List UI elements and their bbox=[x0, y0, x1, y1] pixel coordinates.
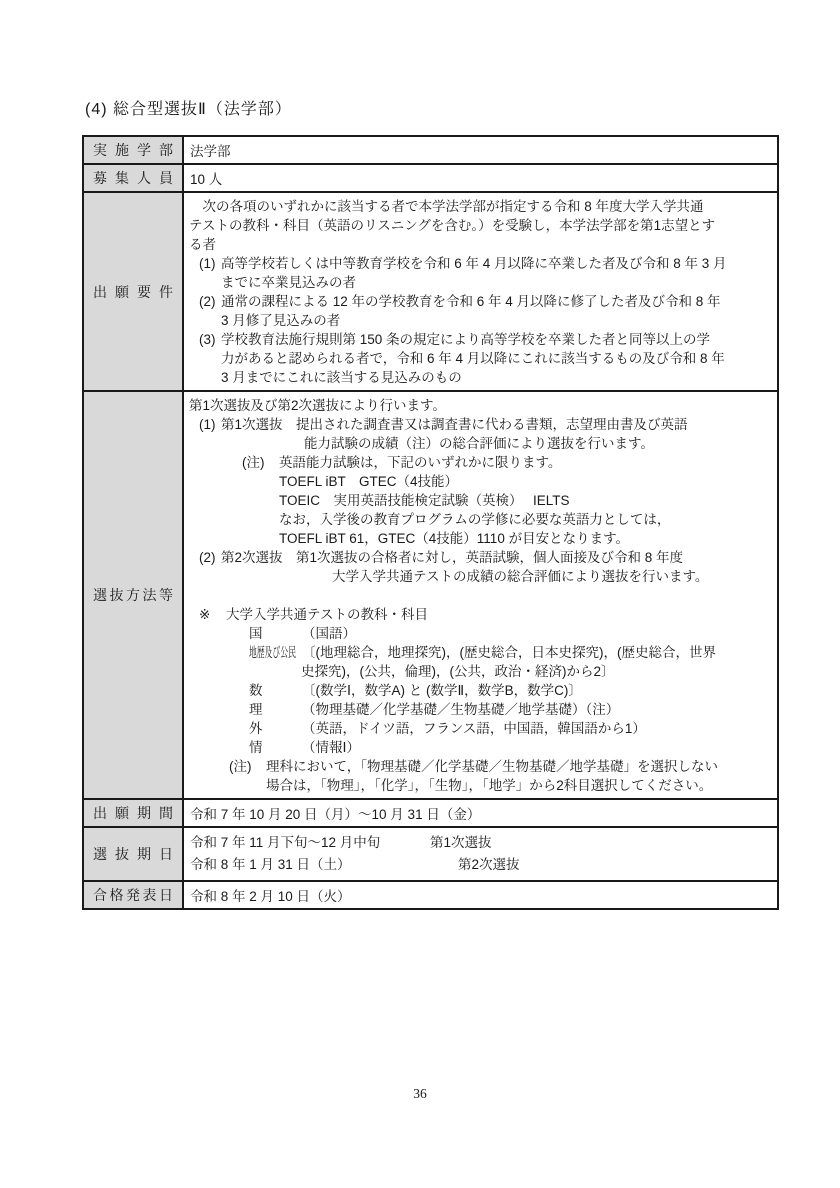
line-marker: (2) bbox=[199, 294, 216, 309]
row-content bbox=[184, 392, 777, 798]
line-text: 力があると認められる者で，令和 6 年 4 月以降にこれに該当するもの及び令和 8 年 bbox=[221, 351, 725, 366]
line-text: 学校教育法施行規則第 150 条の規定により高等学校を卒業した者と同等以上の学 bbox=[221, 332, 711, 347]
row-label-text: 出願要件 bbox=[93, 283, 173, 300]
line-marker: 理 bbox=[249, 702, 263, 717]
table-row bbox=[84, 798, 777, 826]
schedule-line bbox=[190, 832, 771, 854]
text-line bbox=[189, 757, 773, 776]
line-text: 理科において，「物理基礎／化学基礎／生物基礎／地学基礎」を選択しない bbox=[266, 759, 718, 774]
text-line bbox=[189, 605, 773, 624]
text-line bbox=[189, 415, 773, 434]
row-label bbox=[84, 137, 184, 163]
text-line bbox=[189, 349, 773, 368]
row-label bbox=[84, 392, 184, 798]
table-row bbox=[84, 826, 777, 880]
line-text: 大学入学共通テストの成績の総合評価により選抜を行います。 bbox=[332, 569, 709, 584]
line-text: 英語能力試験は，下記のいずれかに限ります。 bbox=[279, 455, 562, 470]
line-text: 第2次選抜 第1次選抜の合格者に対し，英語試験，個人面接及び令和 8 年度 bbox=[221, 550, 684, 565]
line-text: 3 月修了見込みの者 bbox=[221, 313, 341, 328]
table-row bbox=[84, 880, 777, 908]
table-row bbox=[84, 163, 777, 191]
text-line bbox=[189, 434, 773, 453]
line-marker: (2) bbox=[199, 550, 216, 565]
line-text: 場合は，「物理」，「化学」，「生物」，「地学」から2科目選択してください。 bbox=[266, 778, 713, 793]
line-text: 第1次選抜及び第2次選抜により行います。 bbox=[189, 398, 446, 413]
row-label bbox=[84, 193, 184, 390]
row-label-text: 合格発表日 bbox=[93, 887, 173, 903]
line-text: （情報Ⅰ） bbox=[302, 740, 360, 755]
line-marker: (注) bbox=[229, 759, 252, 774]
line-text: 〔(地理総合，地理探究)，(歴史総合，日本史探究)，(歴史総合，世界 bbox=[302, 645, 716, 660]
text-line bbox=[189, 681, 773, 700]
row-label-text: 募集人員 bbox=[93, 170, 173, 186]
line-text: TOEFL iBT 61，GTEC（4技能）1110 が目安となります。 bbox=[279, 531, 629, 546]
text-line bbox=[189, 235, 773, 254]
text-line bbox=[189, 529, 773, 548]
line-text: なお，入学後の教育プログラムの学修に必要な英語力としては， bbox=[279, 512, 671, 527]
line-marker: 数 bbox=[249, 683, 263, 698]
row-content bbox=[184, 882, 777, 908]
text-line bbox=[189, 624, 773, 643]
table-row bbox=[84, 137, 777, 163]
line-text: TOEFL iBT GTEC（4技能） bbox=[279, 474, 459, 489]
text-line bbox=[189, 396, 773, 415]
line-text: 第1次選抜 提出された調査書又は調査書に代わる書類，志望理由書及び英語 bbox=[221, 417, 688, 432]
row-label bbox=[84, 800, 184, 826]
text-line bbox=[189, 548, 773, 567]
schedule-stage: 第1次選抜 bbox=[430, 835, 492, 850]
line-marker: (3) bbox=[199, 332, 216, 347]
line-marker: (1) bbox=[199, 256, 216, 271]
line-text: （英語，ドイツ語，フランス語，中国語，韓国語から1） bbox=[302, 721, 646, 736]
text-line bbox=[189, 292, 773, 311]
text-line bbox=[189, 643, 773, 662]
row-label bbox=[84, 828, 184, 880]
line-text: る者 bbox=[189, 237, 216, 252]
schedule-stage: 第2次選抜 bbox=[458, 857, 520, 872]
text-line bbox=[189, 472, 773, 491]
text-line bbox=[189, 776, 773, 795]
text-line bbox=[189, 330, 773, 349]
line-text: 3 月までにこれに該当する見込みのもの bbox=[221, 370, 462, 385]
line-marker: 地歴及び公民 bbox=[249, 645, 296, 660]
line-text: 通常の課程による 12 年の学校教育を令和 6 年 4 月以降に修了した者及び令和 8 年 bbox=[221, 294, 721, 309]
line-marker: ※ bbox=[199, 607, 211, 622]
text-line bbox=[189, 453, 773, 472]
line-text: TOEIC 実用英語技能検定試験（英検） IELTS bbox=[279, 493, 570, 508]
text-line bbox=[189, 273, 773, 292]
row-label bbox=[84, 882, 184, 908]
row-label-text: 選抜期日 bbox=[93, 846, 173, 862]
section-heading: (4) 総合型選抜Ⅱ（法学部） bbox=[85, 101, 292, 118]
text-line bbox=[189, 197, 773, 216]
line-text: テストの教科・科目（英語のリスニングを含む。）を受験し，本学法学部を第1志望とす bbox=[189, 218, 716, 233]
row-label-text: 出願期間 bbox=[93, 805, 173, 821]
line-text: 高等学校若しくは中等教育学校を令和 6 年 4 月以降に卒業した者及び令和 8 年 3 月 bbox=[221, 256, 727, 271]
line-marker: 情 bbox=[249, 740, 263, 755]
text-line bbox=[189, 662, 773, 681]
admission-table bbox=[82, 135, 779, 910]
text-line bbox=[189, 586, 773, 605]
table-row bbox=[84, 390, 777, 798]
line-text: （国語） bbox=[302, 626, 356, 641]
line-text: （物理基礎／化学基礎／生物基礎／地学基礎）（注） bbox=[302, 702, 620, 717]
cell-text: 法学部 bbox=[190, 144, 231, 159]
row-label bbox=[84, 165, 184, 191]
text-line bbox=[189, 254, 773, 273]
text-line bbox=[189, 491, 773, 510]
schedule-date: 令和 8 年 1 月 31 日（土） bbox=[190, 857, 351, 872]
line-text: 〔(数学Ⅰ，数学A) と (数学Ⅱ，数学B，数学C)〕 bbox=[302, 683, 582, 698]
table-row bbox=[84, 191, 777, 390]
text-line bbox=[189, 368, 773, 387]
text-line bbox=[189, 700, 773, 719]
row-label-text: 選抜方法等 bbox=[93, 587, 173, 603]
schedule-line bbox=[190, 854, 771, 876]
line-marker: 外 bbox=[249, 721, 263, 736]
line-text: までに卒業見込みの者 bbox=[221, 275, 356, 290]
text-line bbox=[189, 510, 773, 529]
row-content bbox=[184, 800, 777, 826]
text-line bbox=[189, 567, 773, 586]
page-number: 36 bbox=[413, 1086, 427, 1101]
line-text: 大学入学共通テストの教科・科目 bbox=[226, 607, 428, 622]
cell-text: 令和 7 年 10 月 20 日（月）～10 月 31 日（金） bbox=[190, 807, 481, 822]
row-content bbox=[184, 137, 777, 163]
text-line bbox=[189, 216, 773, 235]
line-marker: (注) bbox=[242, 455, 265, 470]
text-line bbox=[189, 738, 773, 757]
cell-text: 10 人 bbox=[190, 172, 223, 187]
schedule-date: 令和 7 年 11 月下旬～12 月中旬 bbox=[190, 835, 381, 850]
cell-text: 令和 8 年 2 月 10 日（火） bbox=[190, 889, 351, 904]
row-content bbox=[184, 165, 777, 191]
line-text: 能力試験の成績（注）の総合評価により選抜を行います。 bbox=[304, 436, 654, 451]
text-line bbox=[189, 311, 773, 330]
line-marker: (1) bbox=[199, 417, 216, 432]
line-marker: 国 bbox=[249, 626, 263, 641]
row-label-text: 実施学部 bbox=[93, 142, 173, 158]
row-content bbox=[184, 828, 777, 880]
line-text: 史探究)，(公共，倫理)，(公共，政治・経済)から2〕 bbox=[301, 664, 615, 679]
line-text: 次の各項のいずれかに該当する者で本学法学部が指定する令和 8 年度大学入学共通 bbox=[189, 199, 704, 214]
text-line bbox=[189, 719, 773, 738]
row-content bbox=[184, 193, 777, 390]
